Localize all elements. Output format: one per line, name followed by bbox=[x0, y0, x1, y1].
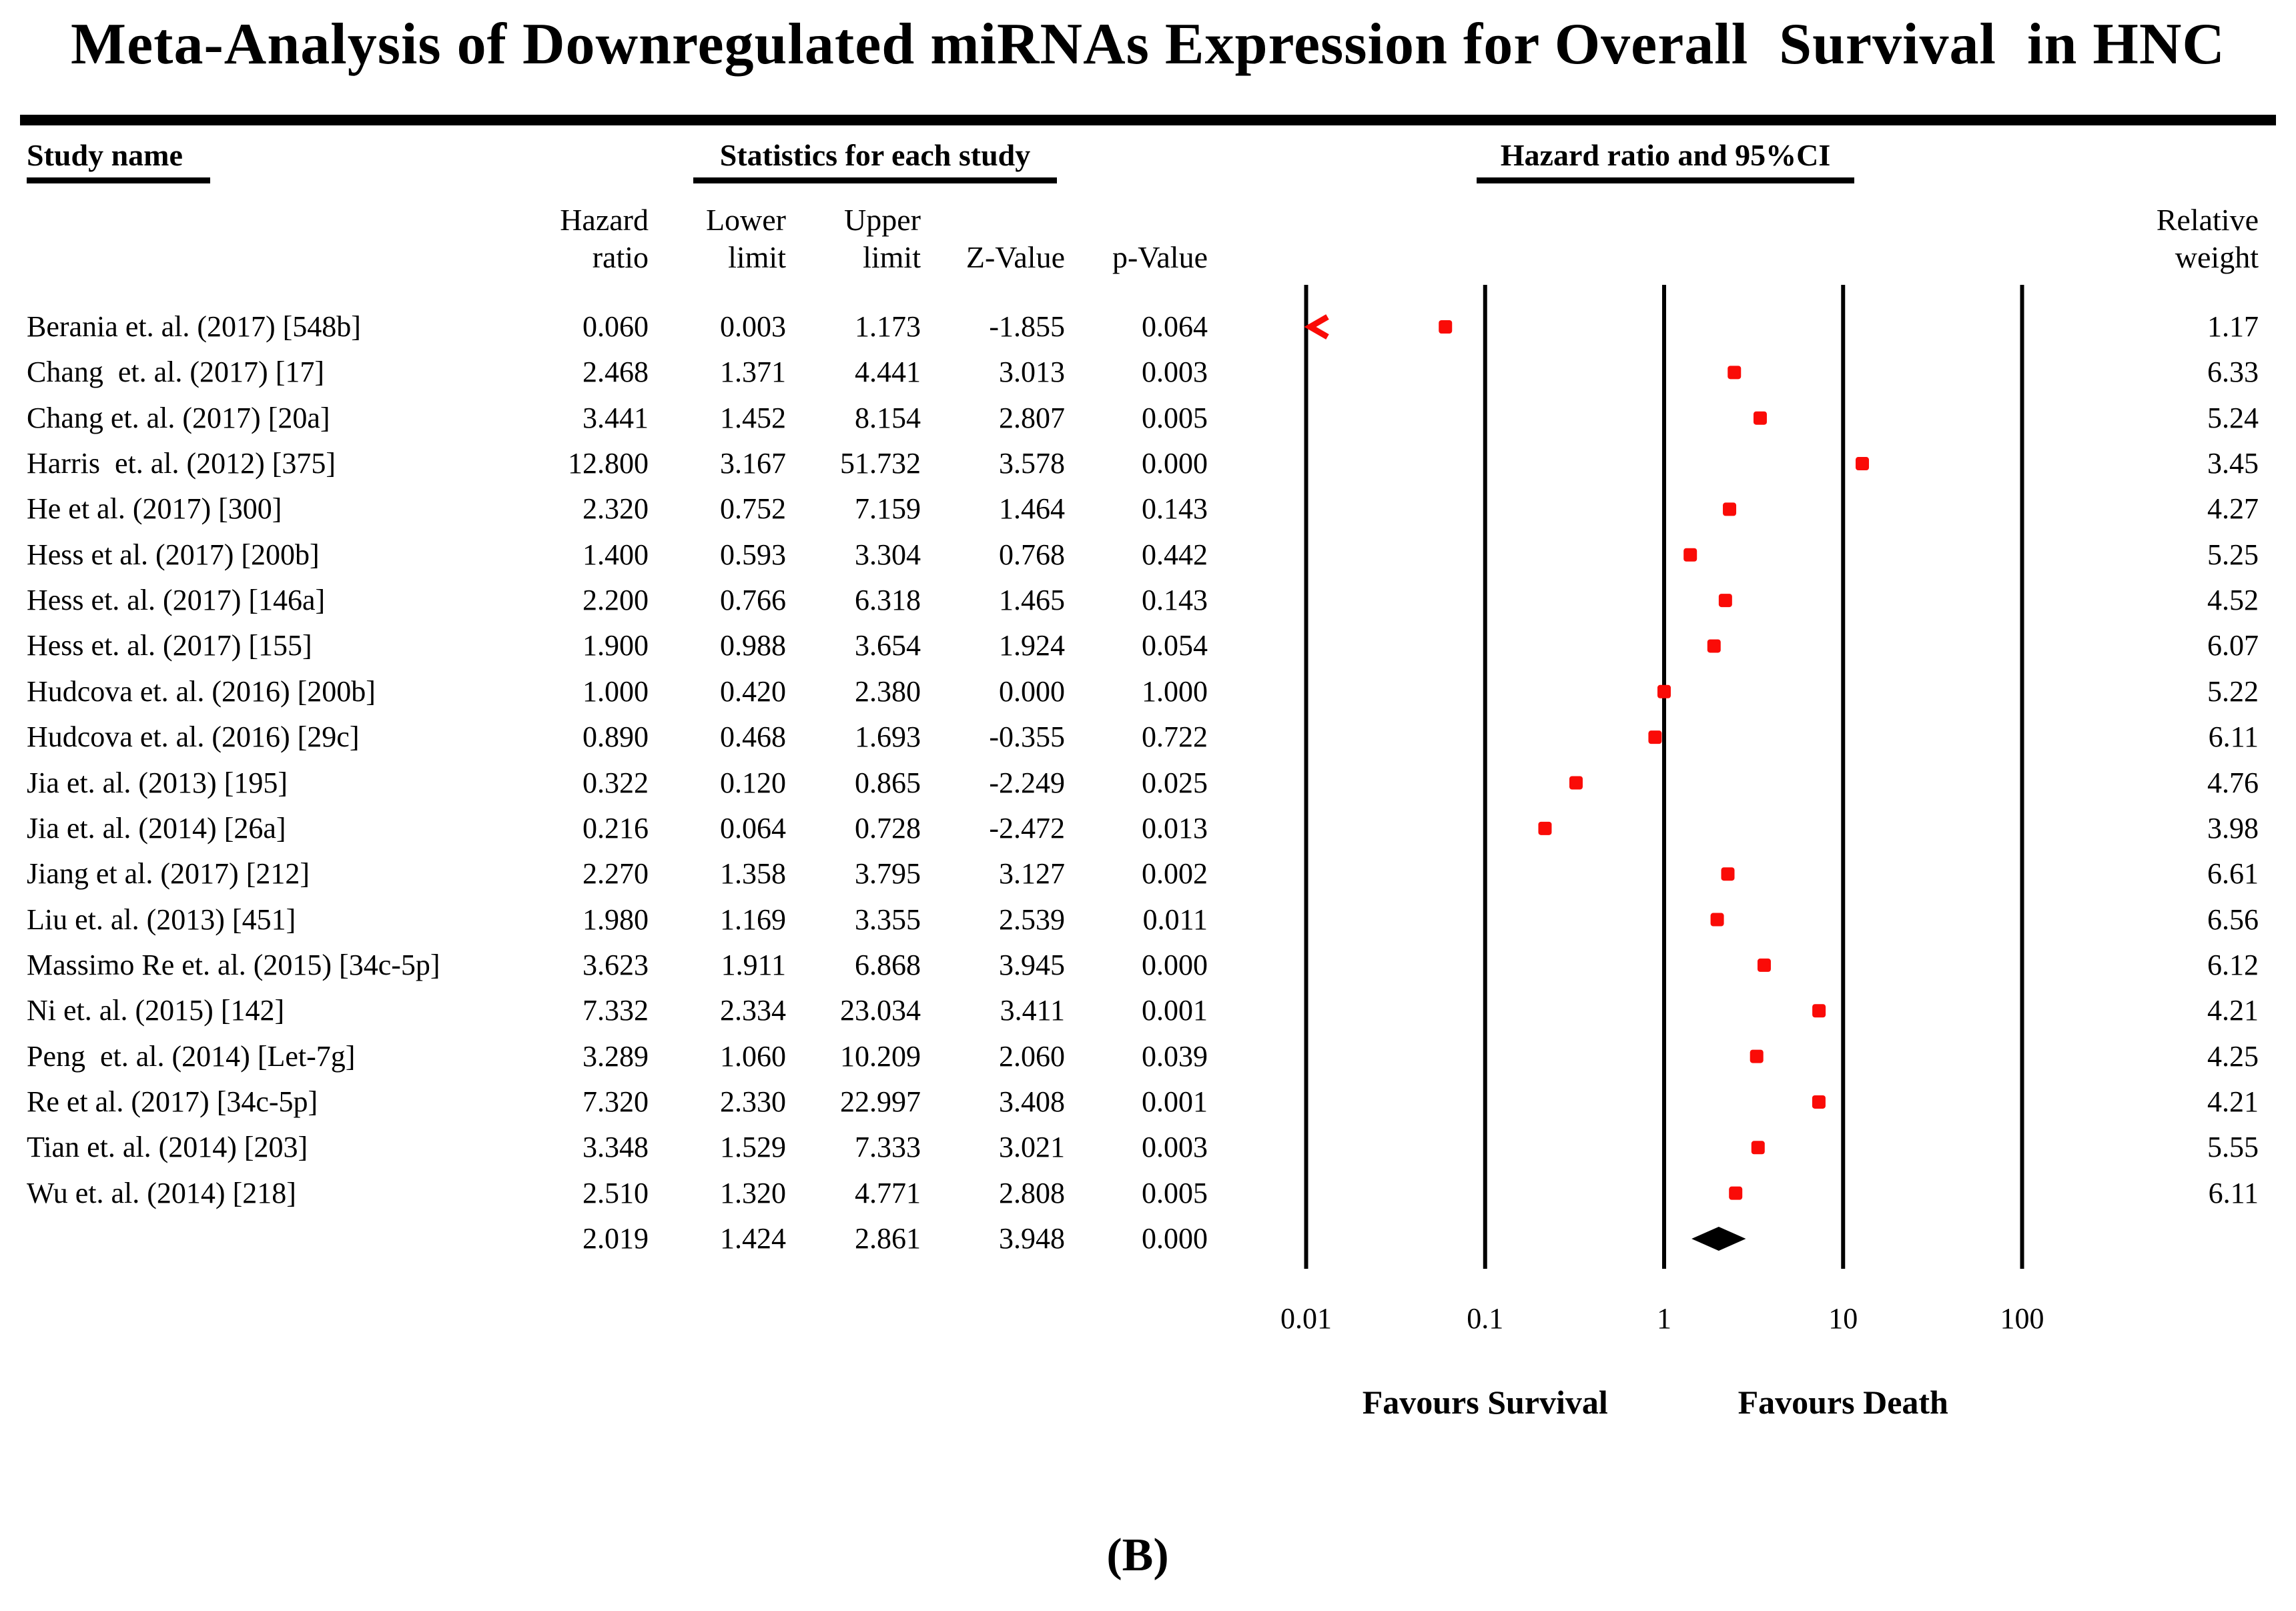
p-value: 0.000 bbox=[1142, 948, 1208, 981]
z-value: 1.464 bbox=[999, 492, 1065, 526]
upper-limit-value: 6.868 bbox=[855, 948, 921, 981]
relative-weight-value: 3.45 bbox=[2207, 447, 2259, 480]
lower-limit-value: 0.064 bbox=[720, 811, 786, 845]
hazard-ratio-value: 2.468 bbox=[583, 356, 649, 389]
lower-limit-value: 2.334 bbox=[720, 994, 786, 1027]
stat-column-header-line1: Lower bbox=[705, 203, 786, 237]
study-name: Hess et al. (2017) [200b] bbox=[27, 538, 320, 571]
p-value: 0.000 bbox=[1142, 447, 1208, 480]
z-value: 3.013 bbox=[999, 356, 1065, 389]
statistics-group-header: Statistics for each study bbox=[719, 138, 1031, 172]
z-value: 3.945 bbox=[999, 948, 1065, 981]
relative-weight-value: 4.52 bbox=[2207, 584, 2259, 617]
hazard-ratio-value: 2.200 bbox=[583, 584, 649, 617]
p-value: 0.013 bbox=[1142, 811, 1208, 845]
lower-limit-value: 1.452 bbox=[720, 401, 786, 434]
relative-weight-value: 6.11 bbox=[2208, 1176, 2259, 1209]
relative-weight-value: 4.76 bbox=[2207, 766, 2259, 799]
relative-weight-value: 5.55 bbox=[2207, 1131, 2259, 1164]
hazard-ratio-value: 1.000 bbox=[583, 674, 649, 708]
study-name: Peng et. al. (2014) [Let-7g] bbox=[27, 1039, 356, 1073]
upper-limit-value: 7.159 bbox=[855, 492, 921, 526]
x-axis-tick-label: 10 bbox=[1828, 1302, 1858, 1335]
upper-limit-value: 3.795 bbox=[855, 857, 921, 891]
relative-weight-value: 5.22 bbox=[2207, 674, 2259, 708]
x-axis-tick-label: 0.01 bbox=[1280, 1302, 1332, 1335]
study-name: Hudcova et. al. (2016) [29c] bbox=[27, 720, 360, 754]
lower-limit-value: 0.752 bbox=[720, 492, 786, 526]
hazard-ratio-marker bbox=[1812, 1095, 1826, 1109]
hazard-ratio-value: 7.332 bbox=[583, 994, 649, 1027]
stat-column-header-line2: ratio bbox=[592, 240, 649, 274]
upper-limit-value: 3.654 bbox=[855, 629, 921, 662]
study-name: Harris et. al. (2012) [375] bbox=[27, 447, 336, 480]
lower-limit-value: 1.371 bbox=[720, 356, 786, 389]
p-value: 0.054 bbox=[1142, 629, 1208, 662]
lower-limit-value: 1.169 bbox=[720, 903, 786, 936]
upper-limit-value: 4.771 bbox=[855, 1176, 921, 1209]
hazard-ratio-marker bbox=[1729, 1187, 1742, 1200]
relative-weight-value: 1.17 bbox=[2207, 310, 2259, 343]
section-label: (B) bbox=[1106, 1530, 1169, 1581]
study-name: Tian et. al. (2014) [203] bbox=[27, 1131, 308, 1164]
summary-z-value: 3.948 bbox=[999, 1222, 1065, 1255]
favours-death-label: Favours Death bbox=[1738, 1384, 1948, 1421]
x-axis-tick-label: 100 bbox=[2000, 1302, 2044, 1335]
hazard-ratio-marker bbox=[1657, 685, 1671, 698]
study-name: Re et al. (2017) [34c-5p] bbox=[27, 1085, 318, 1118]
hazard-ratio-marker bbox=[1728, 366, 1741, 379]
hazard-ratio-marker bbox=[1569, 776, 1583, 790]
relative-weight-value: 6.07 bbox=[2207, 629, 2259, 662]
upper-limit-value: 10.209 bbox=[840, 1039, 921, 1073]
p-value: 0.011 bbox=[1142, 903, 1208, 936]
p-value: 0.143 bbox=[1142, 584, 1208, 617]
z-value: 1.924 bbox=[999, 629, 1065, 662]
p-value: 0.005 bbox=[1142, 1176, 1208, 1209]
hazard-ratio-value: 3.441 bbox=[583, 401, 649, 434]
relative-weight-value: 6.11 bbox=[2208, 720, 2259, 754]
z-value: 3.021 bbox=[999, 1131, 1065, 1164]
lower-limit-value: 1.911 bbox=[721, 948, 786, 981]
relative-weight-value: 5.24 bbox=[2207, 401, 2259, 434]
p-value: 0.143 bbox=[1142, 492, 1208, 526]
p-value: 0.001 bbox=[1142, 1085, 1208, 1118]
upper-limit-value: 1.693 bbox=[855, 720, 921, 754]
relative-weight-value: 4.27 bbox=[2207, 492, 2259, 526]
hazard-ratio-value: 2.510 bbox=[583, 1176, 649, 1209]
study-name: Chang et. al. (2017) [17] bbox=[27, 356, 324, 389]
upper-limit-value: 51.732 bbox=[840, 447, 921, 480]
relative-weight-value: 6.33 bbox=[2207, 356, 2259, 389]
upper-limit-value: 3.355 bbox=[855, 903, 921, 936]
study-name: Berania et. al. (2017) [548b] bbox=[27, 310, 361, 343]
relative-weight-value: 4.21 bbox=[2207, 994, 2259, 1027]
hazard-ratio-marker bbox=[1538, 822, 1551, 835]
study-name: Massimo Re et. al. (2015) [34c-5p] bbox=[27, 948, 440, 981]
upper-limit-value: 7.333 bbox=[855, 1131, 921, 1164]
p-value: 0.003 bbox=[1142, 356, 1208, 389]
lower-limit-value: 0.420 bbox=[720, 674, 786, 708]
z-value: 0.000 bbox=[999, 674, 1065, 708]
relative-weight-value: 4.25 bbox=[2207, 1039, 2259, 1073]
z-value: 1.465 bbox=[999, 584, 1065, 617]
hazard-ratio-marker bbox=[1856, 457, 1869, 470]
hazard-ratio-value: 0.216 bbox=[583, 811, 649, 845]
relative-weight-value: 6.12 bbox=[2207, 948, 2259, 981]
study-name: Chang et. al. (2017) [20a] bbox=[27, 401, 330, 434]
upper-limit-value: 2.380 bbox=[855, 674, 921, 708]
weight-column-header-line2: weight bbox=[2175, 240, 2259, 274]
stat-column-header-line1: Upper bbox=[844, 203, 921, 237]
x-axis-tick-label: 0.1 bbox=[1467, 1302, 1504, 1335]
z-value: 3.408 bbox=[999, 1085, 1065, 1118]
p-value: 0.722 bbox=[1142, 720, 1208, 754]
hazard-ratio-value: 2.320 bbox=[583, 492, 649, 526]
hazard-ratio-value: 2.270 bbox=[583, 857, 649, 891]
z-value: 3.411 bbox=[1000, 994, 1065, 1027]
stat-column-header-line2: p-Value bbox=[1112, 240, 1208, 274]
relative-weight-value: 6.61 bbox=[2207, 857, 2259, 891]
stat-column-header-line2: Z-Value bbox=[966, 240, 1065, 274]
p-value: 0.003 bbox=[1142, 1131, 1208, 1164]
summary-p-value: 0.000 bbox=[1142, 1222, 1208, 1255]
upper-limit-value: 0.728 bbox=[855, 811, 921, 845]
study-name: Jiang et al. (2017) [212] bbox=[27, 857, 310, 891]
study-name: Hess et. al. (2017) [146a] bbox=[27, 584, 326, 617]
study-name: Wu et. al. (2014) [218] bbox=[27, 1176, 296, 1209]
lower-limit-value: 1.529 bbox=[720, 1131, 786, 1164]
summary-hazard-ratio-value: 2.019 bbox=[583, 1222, 649, 1255]
relative-weight-value: 3.98 bbox=[2207, 811, 2259, 845]
lower-limit-value: 2.330 bbox=[720, 1085, 786, 1118]
z-value: 2.539 bbox=[999, 903, 1065, 936]
hazard-ratio-marker bbox=[1752, 1141, 1765, 1154]
summary-diamond bbox=[1691, 1227, 1746, 1251]
p-value: 0.002 bbox=[1142, 857, 1208, 891]
z-value: -2.249 bbox=[989, 766, 1065, 799]
hazard-ratio-value: 0.890 bbox=[583, 720, 649, 754]
stat-column-header-line1: Hazard bbox=[560, 203, 649, 237]
hazard-ratio-marker bbox=[1683, 548, 1697, 562]
study-name: Ni et. al. (2015) [142] bbox=[27, 994, 285, 1027]
study-name: Liu et. al. (2013) [451] bbox=[27, 903, 296, 936]
lower-limit-value: 1.060 bbox=[720, 1039, 786, 1073]
study-name-column-header: Study name bbox=[27, 138, 183, 172]
hazard-ratio-marker bbox=[1719, 594, 1732, 607]
upper-limit-value: 23.034 bbox=[840, 994, 921, 1027]
lower-limit-value: 0.988 bbox=[720, 629, 786, 662]
hazard-ratio-value: 0.060 bbox=[583, 310, 649, 343]
summary-lower-limit-value: 1.424 bbox=[720, 1222, 786, 1255]
relative-weight-value: 6.56 bbox=[2207, 903, 2259, 936]
relative-weight-value: 4.21 bbox=[2207, 1085, 2259, 1118]
hazard-ratio-value: 3.289 bbox=[583, 1039, 649, 1073]
figure-title: Meta-Analysis of Downregulated miRNAs Expression for Overall Survival in HNC bbox=[71, 12, 2225, 77]
z-value: -1.855 bbox=[989, 310, 1065, 343]
hazard-ratio-group-header: Hazard ratio and 95%CI bbox=[1500, 138, 1831, 172]
weight-column-header-line1: Relative bbox=[2156, 203, 2259, 237]
upper-limit-value: 0.865 bbox=[855, 766, 921, 799]
upper-limit-value: 6.318 bbox=[855, 584, 921, 617]
x-axis-tick-label: 1 bbox=[1657, 1302, 1671, 1335]
hazard-ratio-marker bbox=[1721, 867, 1735, 881]
hazard-ratio-marker bbox=[1750, 1050, 1764, 1063]
hazard-ratio-value: 7.320 bbox=[583, 1085, 649, 1118]
favours-survival-label: Favours Survival bbox=[1362, 1384, 1608, 1421]
lower-limit-value: 0.003 bbox=[720, 310, 786, 343]
study-name: Hess et. al. (2017) [155] bbox=[27, 629, 312, 662]
study-name: He et al. (2017) [300] bbox=[27, 492, 282, 526]
hazard-ratio-marker bbox=[1439, 320, 1452, 334]
hazard-ratio-value: 1.980 bbox=[583, 903, 649, 936]
hazard-ratio-marker bbox=[1648, 730, 1661, 744]
z-value: -0.355 bbox=[989, 720, 1065, 754]
upper-limit-value: 22.997 bbox=[840, 1085, 921, 1118]
hazard-ratio-value: 3.348 bbox=[583, 1131, 649, 1164]
lower-limit-value: 1.320 bbox=[720, 1176, 786, 1209]
z-value: -2.472 bbox=[989, 811, 1065, 845]
lower-limit-value: 0.593 bbox=[720, 538, 786, 571]
p-value: 0.039 bbox=[1142, 1039, 1208, 1073]
upper-limit-value: 8.154 bbox=[855, 401, 921, 434]
z-value: 3.578 bbox=[999, 447, 1065, 480]
summary-upper-limit-value: 2.861 bbox=[855, 1222, 921, 1255]
hazard-ratio-value: 1.400 bbox=[583, 538, 649, 571]
hazard-ratio-marker bbox=[1707, 639, 1721, 652]
hazard-ratio-marker bbox=[1754, 412, 1767, 425]
hazard-ratio-marker bbox=[1758, 959, 1771, 972]
hazard-ratio-value: 12.800 bbox=[568, 447, 649, 480]
p-value: 0.064 bbox=[1142, 310, 1208, 343]
hazard-ratio-value: 0.322 bbox=[583, 766, 649, 799]
p-value: 0.005 bbox=[1142, 401, 1208, 434]
lower-limit-value: 0.766 bbox=[720, 584, 786, 617]
upper-limit-value: 3.304 bbox=[855, 538, 921, 571]
upper-limit-value: 1.173 bbox=[855, 310, 921, 343]
lower-limit-value: 1.358 bbox=[720, 857, 786, 891]
study-name: Jia et. al. (2013) [195] bbox=[27, 766, 288, 799]
relative-weight-value: 5.25 bbox=[2207, 538, 2259, 571]
study-name: Jia et. al. (2014) [26a] bbox=[27, 811, 286, 845]
z-value: 3.127 bbox=[999, 857, 1065, 891]
hazard-ratio-marker bbox=[1711, 913, 1724, 927]
z-value: 2.060 bbox=[999, 1039, 1065, 1073]
stat-column-header-line2: limit bbox=[863, 240, 921, 274]
lower-limit-value: 0.120 bbox=[720, 766, 786, 799]
hazard-ratio-value: 3.623 bbox=[583, 948, 649, 981]
z-value: 0.768 bbox=[999, 538, 1065, 571]
z-value: 2.807 bbox=[999, 401, 1065, 434]
lower-limit-value: 0.468 bbox=[720, 720, 786, 754]
ci-clipped-left-arrow bbox=[1310, 317, 1328, 337]
p-value: 1.000 bbox=[1142, 674, 1208, 708]
hazard-ratio-value: 1.900 bbox=[583, 629, 649, 662]
hazard-ratio-marker bbox=[1723, 502, 1736, 516]
study-name: Hudcova et. al. (2016) [200b] bbox=[27, 674, 376, 708]
p-value: 0.001 bbox=[1142, 994, 1208, 1027]
hazard-ratio-marker bbox=[1812, 1004, 1826, 1017]
stat-column-header-line2: limit bbox=[728, 240, 786, 274]
p-value: 0.442 bbox=[1142, 538, 1208, 571]
upper-limit-value: 4.441 bbox=[855, 356, 921, 389]
z-value: 2.808 bbox=[999, 1176, 1065, 1209]
p-value: 0.025 bbox=[1142, 766, 1208, 799]
lower-limit-value: 3.167 bbox=[720, 447, 786, 480]
